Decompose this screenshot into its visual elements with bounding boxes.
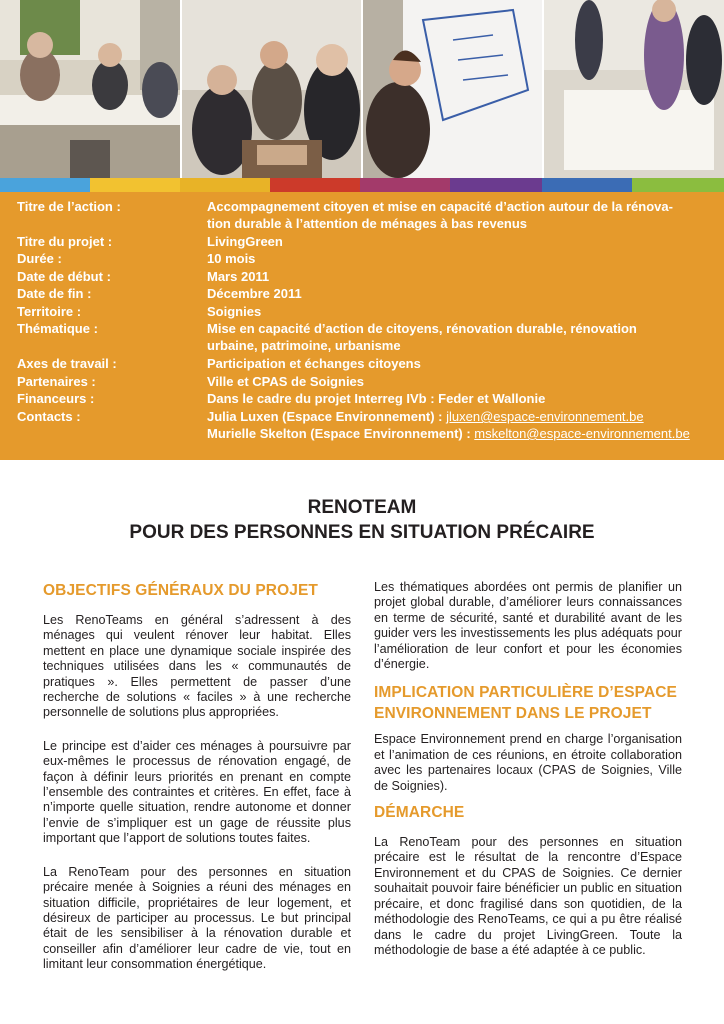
info-value: Mars 2011 (207, 269, 270, 284)
page-title-line: RENOTEAM (307, 497, 417, 518)
info-value: 10 mois (207, 251, 256, 266)
section-heading: DÉMARCHE (374, 804, 465, 822)
contact-name: Murielle Skelton (Espace Environnement) : (207, 426, 475, 441)
photo-meeting-table (0, 0, 180, 178)
info-value: Participation et échanges citoyens (207, 356, 421, 371)
color-band (0, 178, 724, 192)
info-label: Partenaires : (17, 374, 96, 389)
info-label: Date de fin : (17, 286, 92, 301)
info-value: Mise en capacité d’action de citoyens, rénovation durable, rénovation urbaine, patrimoine, urbanisme (207, 321, 637, 353)
info-value: Accompagnement citoyen et mise en capacité d’action autour de la rénova- tion durable à l’attention de ménages à bas revenus (207, 199, 673, 231)
info-value: Ville et CPAS de Soignies (207, 374, 365, 389)
paragraph: La RenoTeam pour des personnes en situation précaire est le résultat de la rencontre d’Espace Environnement et du CPAS de Soignies. Ce dernier souhaitait pouvoir faire bénéficier un public en situation précaire, et donc fragilisé dans son quotidien, de la méthodologie des RenoTeams, ce qui a pu être réalisé dans le cadre du projet LivingGreen. Toute la méthodologie de base a été adaptée à ce public. (374, 835, 682, 957)
info-label: Axes de travail : (17, 356, 117, 371)
paragraph: Le principe est d’aider ces ménages à poursuivre par eux-mêmes le processus de rénovation engagé, de façon à définir leurs priorités en prenant en compte l’ensemble des contraintes et critères. En effet, face à n’importe quelle situation, rendre autonome et donner l’envie de s’impliquer est un gage de réussite plus important que l’apport de solutions toutes faites. (43, 738, 351, 846)
info-label: Financeurs : (17, 391, 95, 406)
info-label: Thématique : (17, 321, 98, 336)
page-title (0, 495, 724, 545)
info-value: Soignies (207, 304, 262, 319)
info-label: Durée : (17, 251, 62, 266)
paragraph: Les thématiques abordées ont permis de planifier un projet global durable, d’améliorer leurs connaissances en terme de sécurité, santé et durabilité avant de les guider vers les investissements les plus adéquats pour l’amélioration de leur confort et pour les économies d’énergie. (374, 580, 682, 672)
paragraph: Espace Environnement prend en charge l’organisation et l’animation de ces réunions, en étroite collaboration avec les partenaires locaux (CPAS de Soignies, Ville de Soignies). (374, 732, 682, 793)
paragraph: Les RenoTeams en général s’adressent à des ménages qui veulent rénover leur habitat. Elles mettent en place une dynamique sociale inspirée des techniques utilisées dans les « communautés de pratiques ». Elles permettent de passer d’une recherche de solutions « faciles » à une recherche personnelle de solutions plus appropriées. (43, 613, 351, 720)
photo-standing-participants (544, 0, 724, 178)
section-heading: OBJECTIFS GÉNÉRAUX DU PROJET (43, 582, 318, 599)
photo-drawing-on-plan (363, 0, 542, 178)
info-value: LivingGreen (207, 234, 283, 249)
color-band-segment (0, 178, 90, 192)
color-band-segment (360, 178, 450, 192)
info-label: Territoire : (17, 304, 82, 319)
info-label: Contacts : (17, 409, 81, 424)
color-band-segment (270, 178, 360, 192)
info-label: Titre du projet : (17, 234, 113, 249)
color-band-segment (632, 178, 724, 192)
photo-group-discussion (182, 0, 361, 178)
right-column (374, 580, 682, 976)
color-band-segment (180, 178, 270, 192)
left-column (43, 580, 351, 991)
page-title-line: POUR DES PERSONNES EN SITUATION PRÉCAIRE (129, 522, 595, 543)
photo-strip (0, 0, 724, 178)
contact-email-link[interactable]: jluxen@espace-environnement.be (446, 409, 644, 424)
contact-name: Julia Luxen (Espace Environnement) : (207, 409, 447, 424)
paragraph: La RenoTeam pour des personnes en situation précaire menée à Soignies a réuni des ménages en situation difficile, propriétaires de leur logement, et désireux de participer au processus. Le but principal était de les sensibiliser à la rénovation durable et conseiller afin d’améliorer leur cadre de vie, tout en limitant leur consommation énergétique. (43, 864, 351, 972)
info-value: Dans le cadre du projet Interreg IVb : Feder et Wallonie (207, 391, 546, 406)
contact-email-link[interactable]: mskelton@espace-environnement.be (474, 426, 690, 441)
info-label: Titre de l’action : (17, 199, 121, 214)
color-band-segment (90, 178, 180, 192)
color-band-segment (450, 178, 542, 192)
info-value (207, 408, 707, 442)
section-heading: IMPLICATION PARTICULIÈRE D’ESPACE ENVIRONNEMENT DANS LE PROJET (374, 684, 677, 723)
color-band-segment (542, 178, 632, 192)
info-label: Date de début : (17, 269, 111, 284)
info-value: Décembre 2011 (207, 286, 302, 301)
project-info-box (0, 192, 724, 460)
